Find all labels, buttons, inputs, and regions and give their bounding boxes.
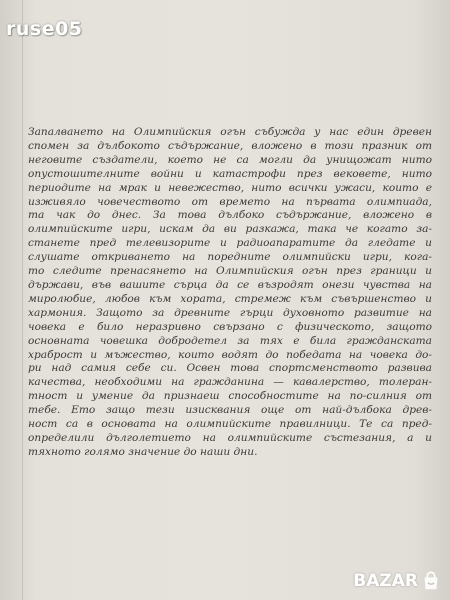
text-line: държави, във вашите сърца да се възродят онези чувства на bbox=[28, 278, 432, 291]
text-line: то следите пренасянето на Олимпийския огън през граници и bbox=[28, 265, 432, 278]
text-line: периодите на мрак и невежество, нито всички ужаси, които е bbox=[28, 181, 432, 194]
text-line: та чак до днес. За това дълбоко съдържание, вложено в bbox=[28, 209, 432, 222]
text-line: олимпийските игри, искам да ви разкажа, така че когато за- bbox=[28, 223, 432, 236]
page-fold-shadow bbox=[22, 0, 23, 600]
bazar-brand-text: BAZAR bbox=[353, 571, 418, 591]
shopping-bag-icon bbox=[420, 570, 442, 592]
text-line: тност и умение да признаеш способностите на по-силния от bbox=[28, 390, 432, 403]
bazar-watermark bbox=[353, 570, 442, 592]
text-line: слушате откриването на поредните олимпийски игри, кога- bbox=[28, 251, 432, 264]
text-line: хармония. Защото за древните гърци духовното развитие на bbox=[28, 306, 432, 319]
text-line: тяхното голямо значение до наши дни. bbox=[28, 445, 258, 458]
text-line: Запалването на Олимпийския огън събужда у нас един древен bbox=[28, 126, 432, 138]
text-line: спомен за дълбокото съдържание, вложено в този празник от bbox=[28, 139, 432, 152]
text-line: миролюбие, любов към хората, стремеж към съвършенство и bbox=[28, 292, 432, 305]
text-line: неговите създатели, което не са могли да унищожат нито bbox=[28, 153, 432, 166]
text-line: станете пред телевизорите и радиоапаратите да гледате и bbox=[28, 237, 432, 250]
text-line: храброст и мъжество, които водят до победата на човека до- bbox=[28, 348, 432, 361]
text-line: изживяло човечеството от времето на първата олимпиада, bbox=[28, 195, 432, 208]
text-line: качества, необходими на гражданина — кавалерство, толеран- bbox=[28, 376, 432, 389]
text-line: определили дълголетието на олимпийските състезания, а и bbox=[28, 431, 432, 444]
seller-watermark: ruse05 bbox=[6, 18, 83, 40]
text-line: опустошителните войни и катастрофи през вековете, нито bbox=[28, 167, 432, 180]
text-line: тебе. Ето защо тези изисквания още от най-дълбока древ- bbox=[28, 404, 432, 417]
page-body-text bbox=[28, 126, 432, 460]
text-line: ност са в основата на олимпийските правилници. Те са пред- bbox=[28, 418, 432, 431]
text-line: основната човешка добродетел за тях е била гражданската bbox=[28, 334, 432, 347]
text-line: ри над самия себе си. Освен това спортсменството развива bbox=[28, 362, 432, 375]
text-line: човека е било неразривно свързано с физическото, защото bbox=[28, 320, 432, 333]
